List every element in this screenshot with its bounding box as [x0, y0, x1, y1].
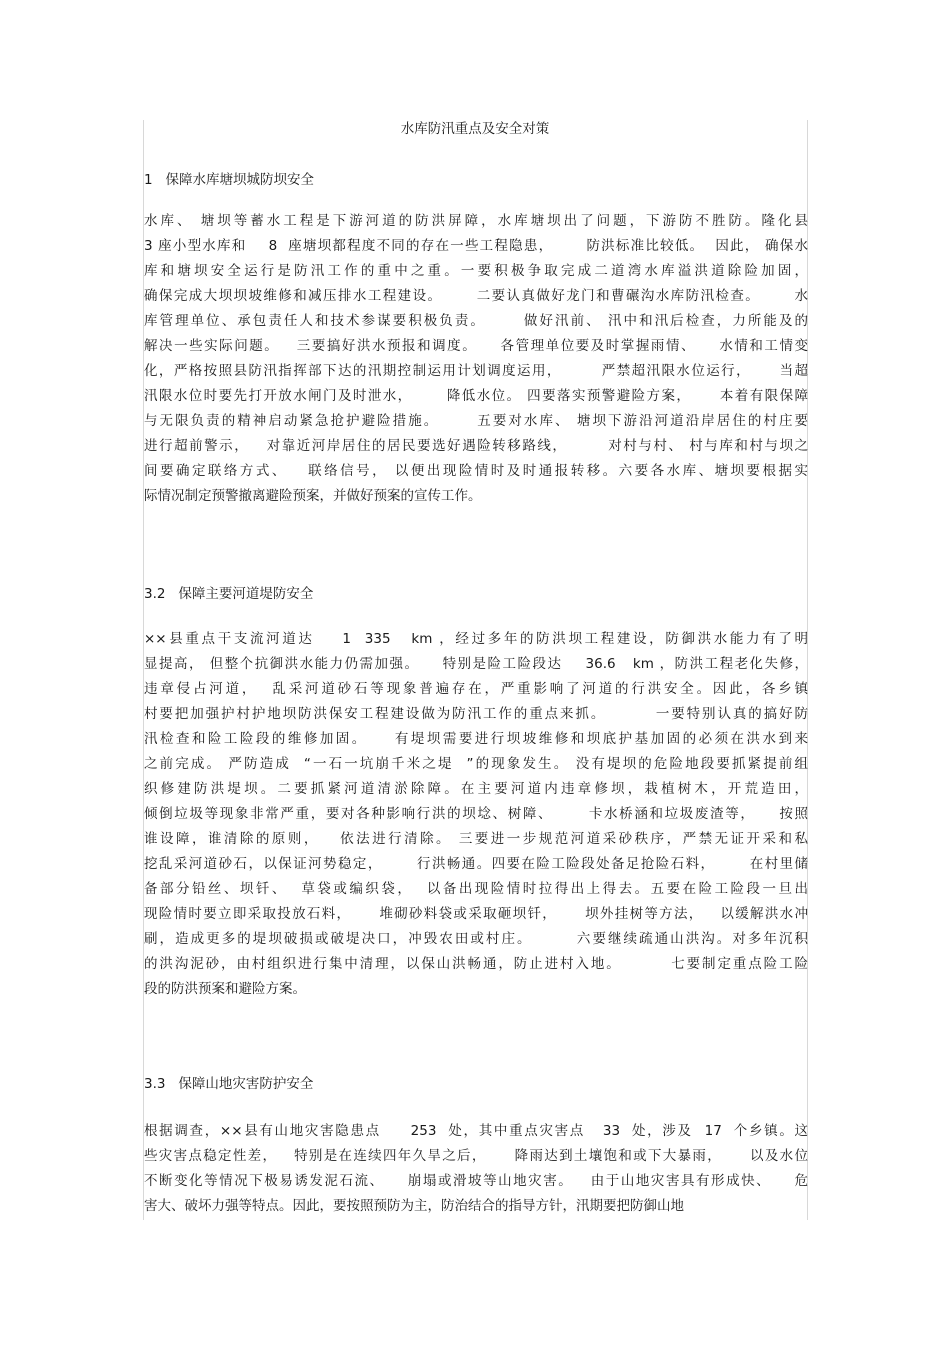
- paragraph-line: 织修建防洪堤坝。二要抓紧河道清淤除障。在主要河道内违章修坝，栽植树木，开荒造田，: [144, 781, 808, 797]
- paragraph-line: 间要确定联络方式、 联络信号， 以便出现险情时及时通报转移。六要各水库、塘坝要根据实: [144, 463, 808, 479]
- paragraph-line: 些灾害点稳定性差， 特别是在连续四年久旱之后， 降雨达到土壤饱和或下大暴雨， 以及水位: [144, 1148, 808, 1164]
- paragraph-line: 现险情时要立即采取投放石料， 堆砌砂料袋或采取砸坝钎， 坝外挂树等方法， 以缓解洪水冲: [144, 906, 808, 922]
- section-heading-3-3: 3.3 保障山地灾害防护安全: [144, 1076, 314, 1092]
- paragraph-line: 库管理单位、承包责任人和技术参谋要积极负责。 做好汛前、 汛中和汛后检查，力所能及的: [144, 313, 808, 329]
- paragraph-line: 进行超前警示， 对靠近河岸居住的居民要选好遇险转移路线， 对村与村、 村与库和村与坝之: [144, 438, 808, 454]
- section-heading-3-2: 3.2 保障主要河道堤防安全: [144, 586, 314, 602]
- paragraph-line: 备部分铅丝、坝钎、 草袋或编织袋， 以备出现险情时拉得出上得去。五要在险工险段一旦出: [144, 881, 808, 897]
- paragraph-line: 倾倒垃圾等现象非常严重，要对各种影响行洪的坝埝、树障、 卡水桥涵和垃圾废渣等， 按照: [144, 806, 808, 822]
- paragraph-line: 显提高， 但整个抗御洪水能力仍需加强。 特别是险工险段达 36.6 km ，防洪工程老化失修，: [144, 656, 808, 672]
- paragraph-line: 汛检查和险工险段的维修加固。 有堤坝需要进行坝坡维修和坝底护基加固的必须在洪水到来: [144, 731, 808, 747]
- paragraph-line: 不断变化等情况下极易诱发泥石流、 崩塌或滑坡等山地灾害。 由于山地灾害具有形成快、 危: [144, 1173, 808, 1189]
- paragraph-line: 挖乱采河道砂石，以保证河势稳定， 行洪畅通。四要在险工险段处备足抢险石料， 在村里储: [144, 856, 808, 872]
- section-heading-1: 1 保障水库塘坝城防坝安全: [144, 172, 314, 188]
- paragraph-line: 化，严格按照县防汛指挥部下达的汛期控制运用计划调度运用， 严禁超汛限水位运行， 当超: [144, 363, 808, 379]
- paragraph-line: 段的防洪预案和避险方案。: [144, 981, 306, 997]
- paragraph-line: 违章侵占河道， 乱采河道砂石等现象普遍存在，严重影响了河道的行洪安全。因此，各乡镇: [144, 681, 808, 697]
- paragraph-line: 根据调查，××县有山地灾害隐患点 253 处，其中重点灾害点 33 处，涉及 17 个乡镇。这: [144, 1123, 808, 1139]
- paragraph-line: 确保完成大坝坝坡维修和减压排水工程建设。 二要认真做好龙门和曹碾沟水库防汛检查。 水: [144, 288, 808, 304]
- paragraph-line: 3 座小型水库和 8 座塘坝都程度不同的存在一些工程隐患， 防洪标准比较低。 因此， 确保水: [144, 238, 808, 254]
- paragraph-line: 与无限负责的精神启动紧急抢护避险措施。 五要对水库、 塘坝下游沿河道沿岸居住的村庄要: [144, 413, 808, 429]
- paragraph-line: 村要把加强护村护地坝防洪保安工程建设做为防汛工作的重点来抓。 一要特别认真的搞好防: [144, 706, 808, 722]
- paragraph-line: ××县重点干支流河道达 1 335 km ，经过多年的防洪坝工程建设，防御洪水能力有了明: [144, 631, 808, 647]
- paragraph-line: 际情况制定预警撤离避险预案，并做好预案的宣传工作。: [144, 488, 482, 504]
- section-paragraph-1: [144, 209, 808, 509]
- paragraph-line: 的洪沟泥砂，由村组织进行集中清理，以保山洪畅通，防止进村入地。 七要制定重点险工险: [144, 956, 808, 972]
- paragraph-line: 谁设障，谁清除的原则， 依法进行清除。 三要进一步规范河道采砂秩序，严禁无证开采和私: [144, 831, 808, 847]
- paragraph-line: 解决一些实际问题。 三要搞好洪水预报和调度。 各管理单位要及时掌握雨情、 水情和工情变: [144, 338, 808, 354]
- paragraph-line: 库和塘坝安全运行是防汛工作的重中之重。一要积极争取完成二道湾水库溢洪道除险加固，: [144, 263, 808, 279]
- paragraph-line: 刷，造成更多的堤坝破损或破堤决口，冲毁农田或村庄。 六要继续疏通山洪沟。对多年沉积: [144, 931, 808, 947]
- paragraph-line: 水库、 塘坝等蓄水工程是下游河道的防洪屏障，水库塘坝出了问题，下游防不胜防。隆化县: [144, 213, 808, 229]
- paragraph-line: 之前完成。 严防造成 “一石一坑崩千米之堤 ”的现象发生。 没有堤坝的危险地段要抓紧提前组: [144, 756, 808, 772]
- paragraph-line: 害大、破坏力强等特点。因此，要按照预防为主，防治结合的指导方针，汛期要把防御山地: [144, 1198, 684, 1214]
- section-paragraph-3-2: [144, 627, 808, 1002]
- document-title: 水库防汛重点及安全对策: [400, 121, 550, 137]
- paragraph-line: 汛限水位时要先打开放水闸门及时泄水， 降低水位。 四要落实预警避险方案， 本着有限保障: [144, 388, 808, 404]
- section-paragraph-3-3: [144, 1119, 808, 1219]
